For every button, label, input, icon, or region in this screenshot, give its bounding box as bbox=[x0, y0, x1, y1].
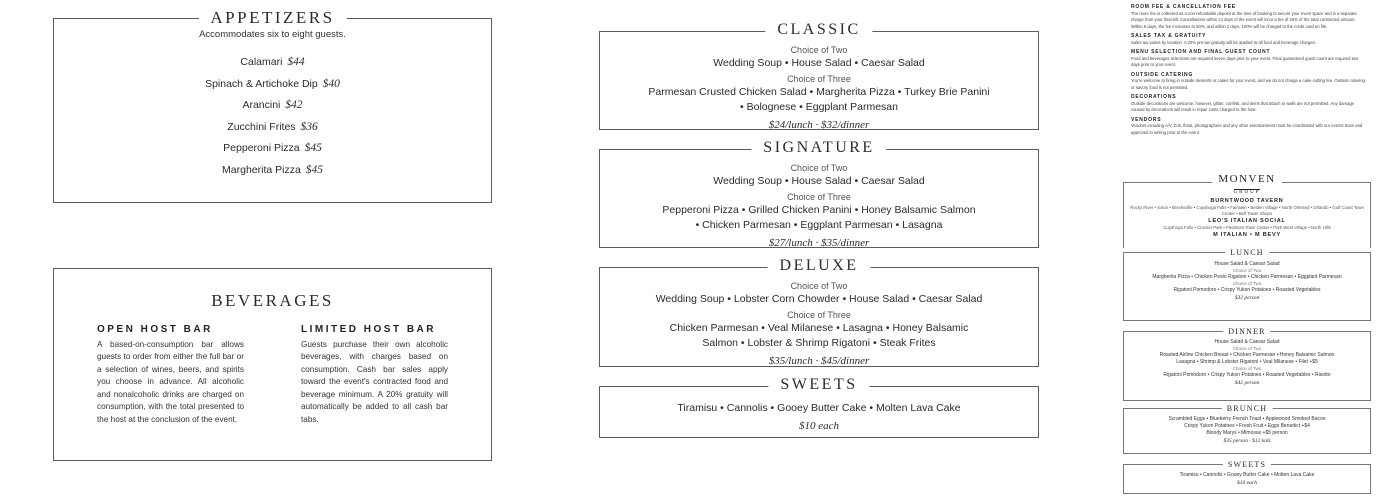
choice-items: Tiramisu • Cannolis • Gooey Butter Cake • Molten Lava Cake bbox=[677, 402, 961, 414]
package-title: CLASSIC bbox=[765, 21, 872, 39]
policy-text: The room fee is collected as a non-refundable deposit at the time of booking to secure your event space and is a separate charge from your final bill. Cancellations within 14 days of the event will incur a fee of 25% of the total contracted amount. Within 5 days, the fee increases to 50%, and within 2 days, 100% will be charged to the credit card on file. bbox=[1131, 10, 1357, 29]
beverages-title: BEVERAGES bbox=[211, 291, 334, 310]
choice-label: Choice of Three bbox=[787, 74, 851, 84]
limited-host-bar bbox=[301, 324, 448, 426]
menu-line: House Salad & Caesar Salad bbox=[1214, 339, 1280, 345]
menu-price: $10 each bbox=[1236, 480, 1257, 486]
menu-price: $32 person bbox=[1234, 295, 1260, 301]
menu-line: Crispy Yukon Potatoes • Fresh Fruit • Eggs Benedict +$4 bbox=[1184, 423, 1310, 429]
menu-label: Choice of Two bbox=[1232, 281, 1262, 286]
location-title: M ITALIAN • M BEVY bbox=[1213, 232, 1281, 238]
appetizer-price: $45 bbox=[305, 163, 323, 176]
mini-menu-title: BRUNCH bbox=[1222, 404, 1273, 413]
menu-line: Lasagna • Shrimp & Lobster Rigatoni • Veal Milanese • Filet +$5 bbox=[1176, 359, 1318, 365]
appetizer-price: $40 bbox=[322, 77, 340, 90]
open-host-bar-heading: OPEN HOST BAR bbox=[97, 324, 213, 335]
appetizer-name: Margherita Pizza bbox=[222, 163, 301, 176]
policy-text: Food and beverages selections are required seven days prior to your event. Final guaranteed guest count are required two days prior to your event. bbox=[1131, 55, 1359, 67]
menu-line: House Salad & Caesar Salad bbox=[1214, 261, 1280, 267]
location-places: Cuyahoga Falls • Crocker Park • Piedmont Town Center • Park West Village • North Hills bbox=[1163, 225, 1331, 230]
appetizer-item bbox=[54, 74, 491, 96]
package-body bbox=[600, 162, 1038, 252]
menu-label: Choice of Two bbox=[1232, 366, 1262, 371]
mini-menu-body bbox=[1124, 339, 1370, 387]
menu-price: $42 person bbox=[1234, 380, 1260, 386]
appetizer-item bbox=[54, 160, 491, 182]
appetizer-price: $45 bbox=[304, 142, 322, 154]
appetizer-name: Spinach & Artichoke Dip bbox=[205, 77, 318, 90]
appetizers-title: APPETIZERS bbox=[198, 8, 346, 28]
choice-items: Chicken Parmesan • Veal Milanese • Lasagna • Honey Balsamic Salmon • Lobster & Shrimp Rigatoni • Steak Frites bbox=[669, 322, 969, 349]
choice-items: Parmesan Crusted Chicken Salad • Margherita Pizza • Turkey Brie Panini • Bolognese • Eggplant Parmesan bbox=[648, 86, 990, 113]
policy-text: Sales tax varies by location. A 20% pre-tax gratuity will be applied to all food and beverage charges. bbox=[1131, 39, 1316, 45]
package-price: $27/lunch · $35/dinner bbox=[768, 237, 870, 249]
menu-line: Scrambled Eggs • Blueberry French Toast • Applewood Smoked Bacon bbox=[1168, 416, 1326, 422]
choice-label: Choice of Two bbox=[790, 163, 848, 173]
appetizer-item bbox=[54, 52, 491, 74]
menu-price: $35 person · $12 kids bbox=[1223, 438, 1271, 444]
package-price: $10 each bbox=[798, 420, 839, 432]
package-deluxe bbox=[599, 257, 1039, 367]
appetizer-name: Pepperoni Pizza bbox=[223, 142, 300, 154]
appetizer-price: $36 bbox=[300, 120, 318, 133]
choice-label: Choice of Three bbox=[787, 310, 851, 320]
limited-host-bar-text: Guests purchase their own alcoholic beverages, with charges based on consumption. Cash bar sales apply toward the event's contracted food and beverage minimum. A 20% gratuity will automatically be added to all cash bar tabs. bbox=[301, 339, 448, 424]
package-title: DELUXE bbox=[768, 257, 871, 275]
policy-heading: MENU SELECTION AND FINAL GUEST COUNT bbox=[1131, 49, 1271, 55]
logo-sub: GROUP bbox=[1233, 190, 1261, 195]
policy-heading: OUTSIDE CATERING bbox=[1131, 71, 1194, 78]
choice-label: Choice of Three bbox=[787, 192, 851, 202]
appetizer-price: $44 bbox=[287, 56, 305, 68]
location-places: Rocky River • Solon • Brecksville • Cuyahoga Falls • Fairlawn • Belden Village • North Olmsted • Orlando • Gulf Coast Town Center • Bell Tower Shops bbox=[1130, 205, 1364, 216]
mini-menu-dinner bbox=[1123, 327, 1371, 401]
appetizers-section bbox=[53, 8, 492, 203]
appetizers-note: Accommodates six to eight guests. bbox=[199, 29, 346, 40]
location-title: BURNTWOOD TAVERN bbox=[1210, 198, 1284, 204]
appetizer-name: Zucchini Frites bbox=[227, 120, 296, 133]
choice-items: Wedding Soup • Lobster Corn Chowder • House Salad • Caesar Salad bbox=[655, 293, 983, 305]
mini-menu-brunch bbox=[1123, 404, 1371, 454]
menu-label: Choice of Two bbox=[1232, 268, 1262, 273]
policy-text: Outside decorations are welcome; however, glitter, confetti, and items that attach to walls are not permitted. Any damage caused by decorations will result in repair costs charged to the host. bbox=[1131, 100, 1354, 112]
policies-section bbox=[1131, 4, 1365, 136]
logo-wordmark: MONVEN bbox=[1212, 174, 1281, 185]
policy-text: You're welcome to bring in outside desserts or cakes for your event, and we do not charge a cake-cutting fee. Outside catering or savory food is not permitted. bbox=[1131, 78, 1365, 90]
menu-label: Choice of Two bbox=[1232, 346, 1262, 351]
appetizer-name: Arancini bbox=[242, 99, 281, 111]
policy-heading: SALES TAX & GRATUITY bbox=[1131, 33, 1207, 39]
menu-line: Bloody Marys • Mimosas +$5 person bbox=[1206, 430, 1288, 436]
package-signature bbox=[599, 139, 1039, 249]
choice-label: Choice of Two bbox=[790, 281, 848, 291]
monven-logo bbox=[1124, 174, 1370, 196]
package-title: SWEETS bbox=[768, 376, 869, 394]
appetizer-item bbox=[54, 138, 491, 160]
mini-menu-body bbox=[1124, 472, 1370, 487]
locations bbox=[1124, 198, 1370, 239]
package-price: $35/lunch · $45/dinner bbox=[768, 355, 870, 367]
mini-menu-title: LUNCH bbox=[1225, 248, 1269, 257]
mini-menu-title: SWEETS bbox=[1223, 460, 1271, 469]
menu-line: Rigatoni Pomodoro • Crispy Yukon Potatoes • Roasted Vegetables bbox=[1173, 287, 1321, 293]
policy-heading: DECORATIONS bbox=[1131, 94, 1177, 100]
brand-box bbox=[1123, 173, 1371, 248]
appetizer-item bbox=[54, 95, 491, 117]
package-body bbox=[600, 44, 1038, 134]
menu-line: Roasted Airline Chicken Breast • Chicken Parmesan • Honey Balsamic Salmon bbox=[1159, 352, 1335, 358]
package-classic bbox=[599, 21, 1039, 131]
choice-items: Pepperoni Pizza • Grilled Chicken Panini • Honey Balsamic Salmon • Chicken Parmesan • Eggplant Parmesan • Lasagna bbox=[662, 204, 976, 231]
package-title: SIGNATURE bbox=[751, 139, 886, 157]
choice-label: Choice of Two bbox=[790, 45, 848, 55]
location-title: LEO'S ITALIAN SOCIAL bbox=[1208, 218, 1286, 224]
policy-heading: ROOM FEE & CANCELLATION FEE bbox=[1131, 4, 1236, 10]
package-body bbox=[600, 401, 1038, 435]
menu-line: Tiramisu • Cannolis • Gooey Butter Cake • Molten Lava Cake bbox=[1179, 472, 1315, 478]
appetizer-name: Calamari bbox=[240, 56, 283, 68]
open-host-bar-text: A based-on-consumption bar allows guests to order from either the full bar or a selection of wines, beers, and spirits you choose in advance. All alcoholic and nonalcoholic drinks are charged on consumption, with the total presented to the host at the conclusion of the event. bbox=[97, 339, 244, 424]
menu-line: Margherita Pizza • Chicken Pesto Rigatoni • Chicken Parmesan • Eggplant Parmesan bbox=[1152, 274, 1342, 280]
menu-line: Rigatoni Pomodoro • Crispy Yukon Potatoes • Roasted Vegetables • Risotto bbox=[1163, 372, 1331, 378]
mini-menu-body bbox=[1124, 416, 1370, 445]
limited-host-bar-heading: LIMITED HOST BAR bbox=[301, 324, 436, 335]
mini-menu-body bbox=[1124, 261, 1370, 302]
mini-menu-lunch bbox=[1123, 248, 1371, 321]
appetizers-list bbox=[54, 52, 491, 181]
package-price: $24/lunch · $32/dinner bbox=[768, 119, 870, 131]
choice-items: Wedding Soup • House Salad • Caesar Salad bbox=[713, 175, 925, 187]
mini-menu-title: DINNER bbox=[1223, 327, 1270, 336]
choice-items: Wedding Soup • House Salad • Caesar Salad bbox=[713, 57, 925, 69]
appetizer-price: $42 bbox=[285, 99, 303, 111]
policy-text: Vendors including A/V, DJs, floral, photographers and any other entertainment must be coordinated with our events team and approved in writing prior to the event. bbox=[1131, 123, 1363, 135]
package-sweets bbox=[599, 376, 1039, 438]
open-host-bar bbox=[97, 324, 244, 426]
policy-heading: VENDORS bbox=[1131, 116, 1162, 123]
mini-menu-sweets bbox=[1123, 460, 1371, 494]
package-body bbox=[600, 280, 1038, 370]
appetizer-item bbox=[54, 117, 491, 139]
beverages-section bbox=[53, 268, 492, 461]
